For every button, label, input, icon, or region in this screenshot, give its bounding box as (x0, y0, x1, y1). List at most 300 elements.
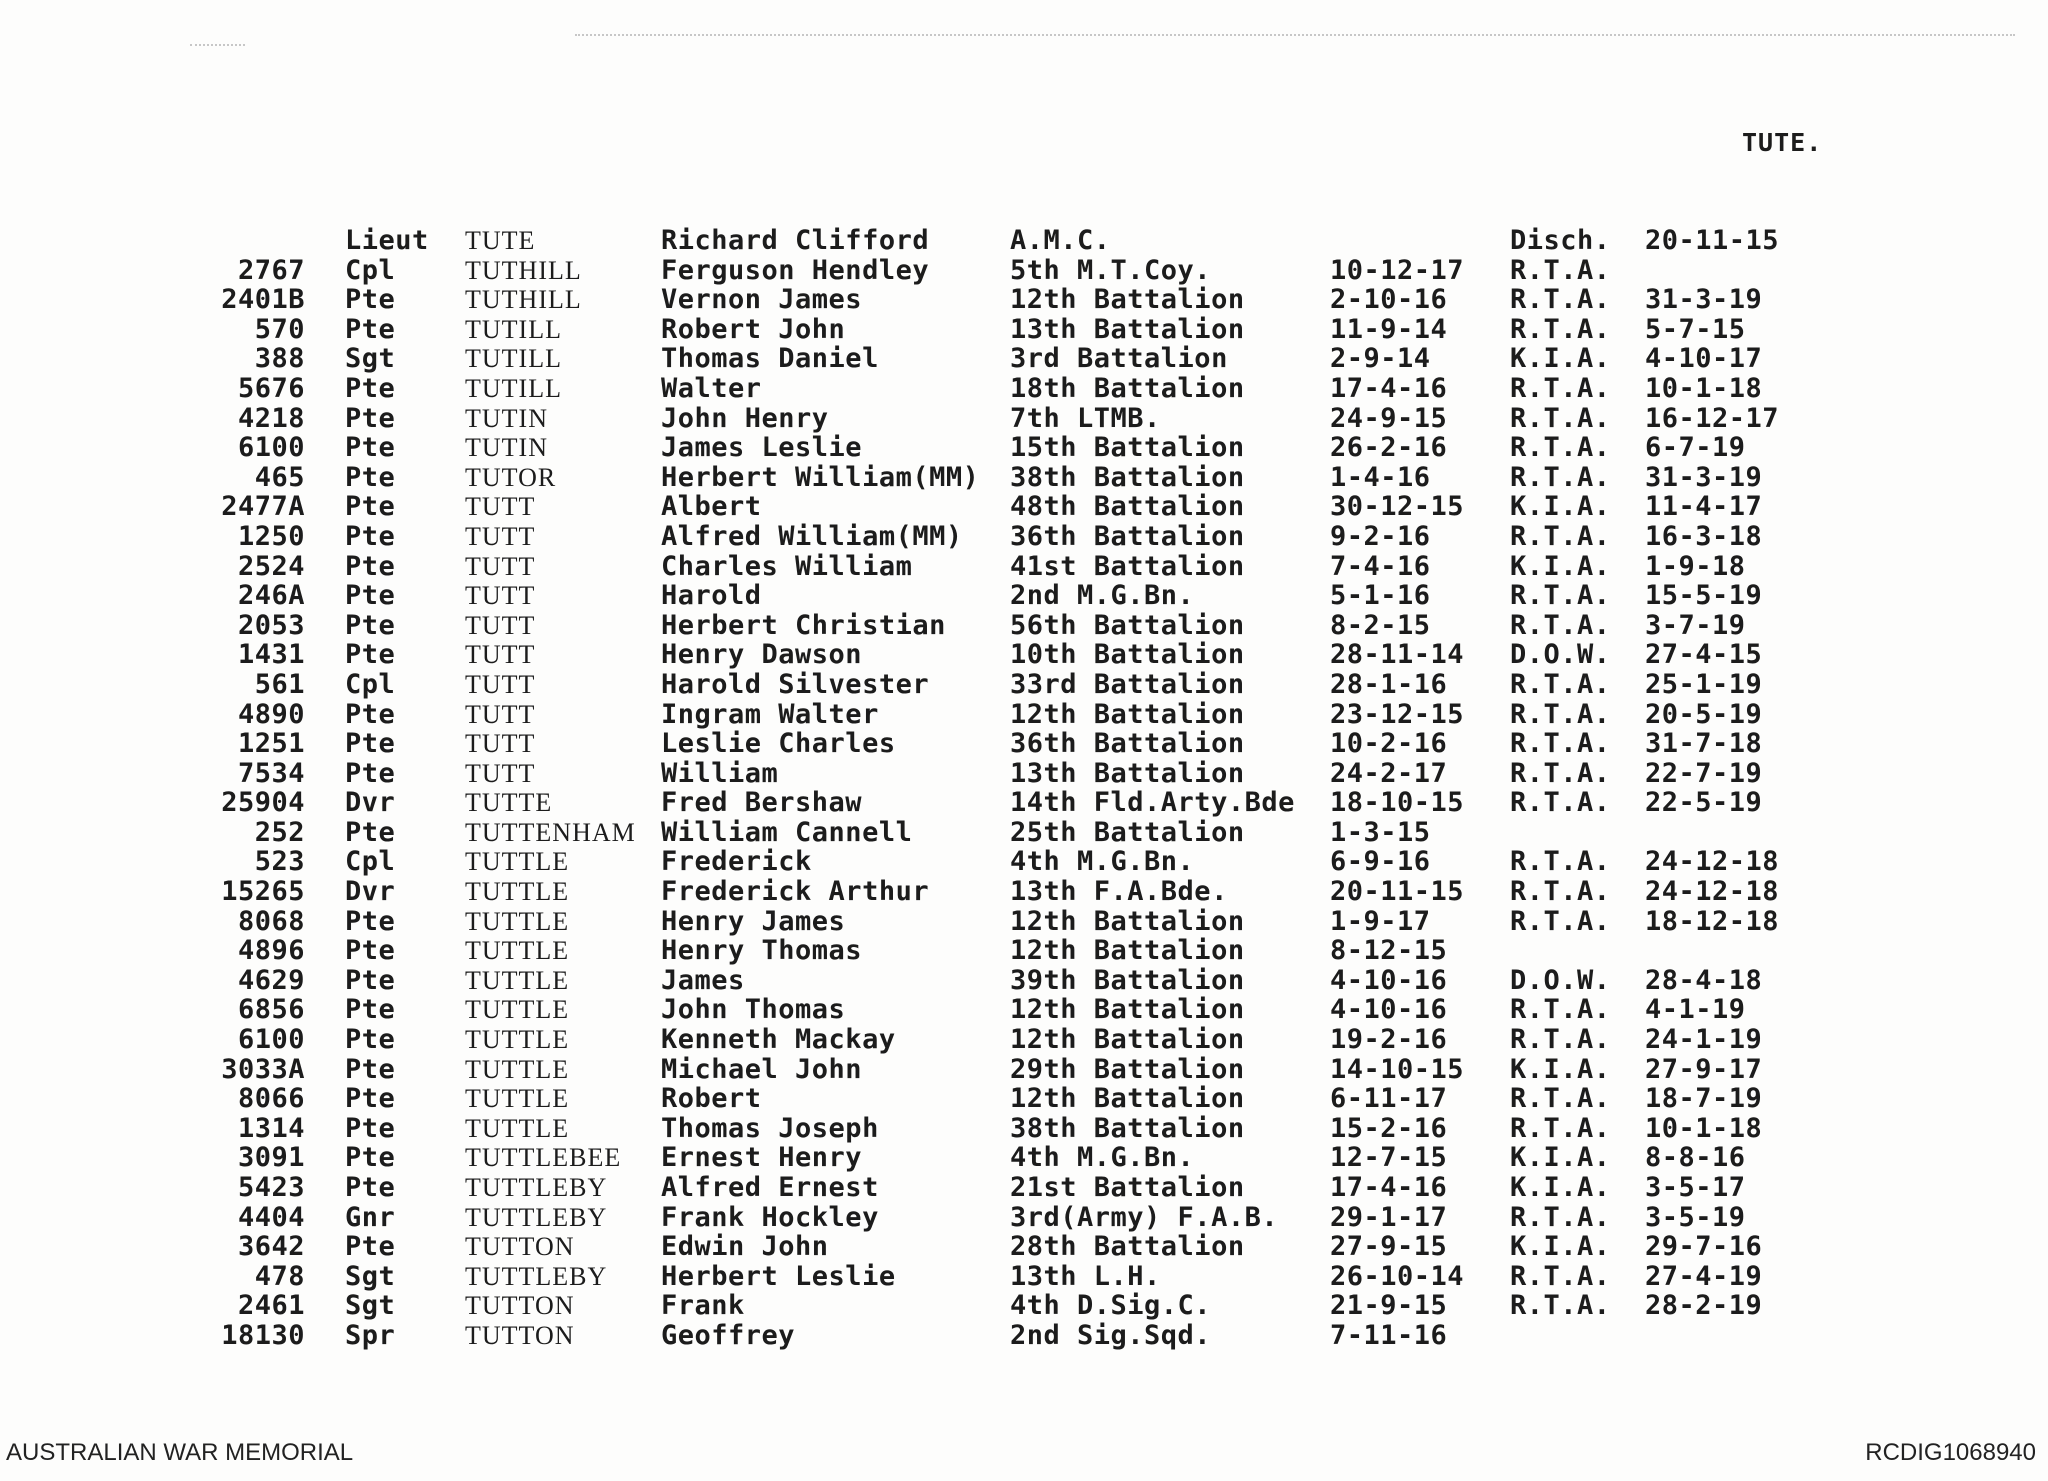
enlistment-date: 2-9-14 (1330, 343, 1431, 375)
fate: R.T.A. (1510, 461, 1611, 493)
surname: TUTTON (465, 1232, 575, 1262)
fate: R.T.A. (1510, 876, 1611, 908)
given-names: John Thomas (661, 994, 846, 1026)
rank: Pte (345, 905, 396, 937)
service-number: 3642 (237, 1231, 305, 1263)
service-number: 4218 (237, 402, 305, 434)
surname: TUTTON (465, 1291, 575, 1321)
given-names: Harold (661, 580, 762, 612)
roll-row (195, 374, 1835, 404)
roll-row (195, 700, 1835, 730)
unit: 2nd Sig.Sqd. (1010, 1319, 1212, 1351)
enlistment-date: 17-4-16 (1330, 372, 1448, 404)
fate: K.I.A. (1510, 550, 1611, 582)
fate-date: 11-4-17 (1645, 491, 1763, 523)
service-number: 3091 (237, 1142, 305, 1174)
service-number: 4404 (237, 1201, 305, 1233)
unit: 7th LTMB. (1010, 402, 1161, 434)
surname: TUTTLE (465, 995, 570, 1025)
unit: 10th Battalion (1010, 639, 1245, 671)
fate: R.T.A. (1510, 757, 1611, 789)
unit: 21st Battalion (1010, 1172, 1245, 1203)
fate-date: 28-2-19 (1645, 1290, 1763, 1322)
fate-date: 8-8-16 (1645, 1142, 1746, 1174)
service-number: 6100 (237, 1024, 305, 1056)
surname: TUTTLE (465, 1025, 570, 1055)
roll-row (195, 966, 1835, 996)
rank: Spr (345, 1319, 396, 1351)
service-number: 1251 (237, 728, 305, 760)
fate-date: 24-12-18 (1645, 846, 1780, 878)
fate-date: 22-7-19 (1645, 757, 1763, 789)
roll-row (195, 492, 1835, 522)
rank: Pte (345, 520, 396, 552)
enlistment-date: 20-11-15 (1330, 876, 1465, 908)
unit: 15th Battalion (1010, 432, 1245, 464)
surname: TUTILL (465, 373, 562, 403)
roll-row (195, 463, 1835, 493)
roll-row (195, 1143, 1835, 1173)
fate: K.I.A. (1510, 491, 1611, 523)
enlistment-date: 2-10-16 (1330, 284, 1448, 316)
enlistment-date: 8-12-15 (1330, 935, 1448, 967)
given-names: Frederick (661, 846, 812, 878)
roll-row (195, 847, 1835, 877)
unit: 38th Battalion (1010, 1112, 1245, 1144)
service-number: 8066 (237, 1083, 305, 1115)
roll-row (195, 226, 1835, 256)
given-names: Frank (661, 1290, 745, 1322)
given-names: Henry Thomas (661, 935, 863, 967)
rank: Pte (345, 698, 396, 730)
unit: 12th Battalion (1010, 905, 1245, 937)
scan-mark-left (190, 44, 245, 46)
fate: D.O.W. (1510, 639, 1611, 671)
unit: 13th Battalion (1010, 757, 1245, 789)
unit: 29th Battalion (1010, 1053, 1245, 1085)
service-number: 5423 (237, 1172, 305, 1203)
enlistment-date: 4-10-16 (1330, 994, 1448, 1026)
enlistment-date: 26-2-16 (1330, 432, 1448, 464)
given-names: Robert John (661, 313, 846, 345)
given-names: Ernest Henry (661, 1142, 863, 1174)
rank: Pte (345, 1053, 396, 1085)
surname: TUTTE (465, 788, 553, 818)
service-number: 5676 (237, 372, 305, 404)
unit: 12th Battalion (1010, 935, 1245, 967)
scan-mark-top (575, 34, 2015, 36)
service-number: 4896 (237, 935, 305, 967)
fate-date: 20-5-19 (1645, 698, 1763, 730)
enlistment-date: 21-9-15 (1330, 1290, 1448, 1322)
rank: Pte (345, 639, 396, 671)
unit: A.M.C. (1010, 225, 1111, 256)
fate-date: 24-12-18 (1645, 876, 1780, 908)
roll-row (195, 1084, 1835, 1114)
rank: Lieut (345, 225, 429, 256)
service-number: 1314 (237, 1112, 305, 1144)
enlistment-date: 28-11-14 (1330, 639, 1465, 671)
given-names: William (661, 757, 779, 789)
rank: Cpl (345, 668, 396, 700)
roll-row (195, 907, 1835, 937)
surname: TUTHILL (465, 255, 582, 285)
surname: TUTT (465, 610, 536, 640)
fate-date: 6-7-19 (1645, 432, 1746, 464)
roll-row (195, 433, 1835, 463)
rank: Dvr (345, 876, 396, 908)
rank: Pte (345, 994, 396, 1026)
service-number: 465 (254, 461, 305, 493)
given-names: Alfred Ernest (661, 1172, 879, 1203)
enlistment-date: 7-11-16 (1330, 1319, 1448, 1351)
service-number: 15265 (221, 876, 305, 908)
surname: TUTILL (465, 314, 562, 344)
fate-date: 3-5-17 (1645, 1172, 1746, 1203)
fate-date: 31-3-19 (1645, 461, 1763, 493)
rank: Pte (345, 580, 396, 612)
surname: TUTT (465, 581, 536, 611)
enlistment-date: 14-10-15 (1330, 1053, 1465, 1085)
fate-date: 20-11-15 (1645, 225, 1780, 256)
service-number: 6100 (237, 432, 305, 464)
surname: TUTTENHAM (465, 817, 636, 847)
surname: TUTHILL (465, 285, 582, 315)
unit: 12th Battalion (1010, 698, 1245, 730)
unit: 38th Battalion (1010, 461, 1245, 493)
fate-date: 16-3-18 (1645, 520, 1763, 552)
fate: K.I.A. (1510, 1142, 1611, 1174)
surname: TUTT (465, 699, 536, 729)
given-names: Ferguson Hendley (661, 254, 930, 286)
fate: R.T.A. (1510, 284, 1611, 316)
enlistment-date: 26-10-14 (1330, 1260, 1465, 1292)
unit: 12th Battalion (1010, 1024, 1245, 1056)
service-number: 18130 (221, 1319, 305, 1351)
fate: R.T.A. (1510, 1112, 1611, 1144)
surname: TUTTLEBY (465, 1173, 608, 1202)
unit: 4th M.G.Bn. (1010, 1142, 1195, 1174)
fate: K.I.A. (1510, 1172, 1611, 1203)
fate-date: 27-9-17 (1645, 1053, 1763, 1085)
roll-row (195, 404, 1835, 434)
enlistment-date: 6-11-17 (1330, 1083, 1448, 1115)
given-names: Michael John (661, 1053, 863, 1085)
roll-row (195, 285, 1835, 315)
enlistment-date: 1-4-16 (1330, 461, 1431, 493)
enlistment-date: 4-10-16 (1330, 964, 1448, 996)
unit: 39th Battalion (1010, 964, 1245, 996)
fate: R.T.A. (1510, 402, 1611, 434)
given-names: Edwin John (661, 1231, 829, 1263)
service-number: 561 (254, 668, 305, 700)
surname: TUTTLE (465, 906, 570, 936)
enlistment-date: 1-9-17 (1330, 905, 1431, 937)
given-names: James Leslie (661, 432, 863, 464)
fate: R.T.A. (1510, 313, 1611, 345)
surname: TUTILL (465, 344, 562, 374)
rank: Pte (345, 432, 396, 464)
rank: Pte (345, 1024, 396, 1056)
roll-row (195, 995, 1835, 1025)
rank: Pte (345, 372, 396, 404)
service-number: 4890 (237, 698, 305, 730)
service-number: 2767 (237, 254, 305, 286)
service-number: 25904 (221, 787, 305, 819)
rank: Pte (345, 935, 396, 967)
enlistment-date: 24-9-15 (1330, 402, 1448, 434)
rank: Sgt (345, 343, 396, 375)
fate: D.O.W. (1510, 964, 1611, 996)
fate-date: 27-4-19 (1645, 1260, 1763, 1292)
fate-date: 4-10-17 (1645, 343, 1763, 375)
given-names: Herbert Leslie (661, 1260, 896, 1292)
given-names: Leslie Charles (661, 728, 896, 760)
enlistment-date: 27-9-15 (1330, 1231, 1448, 1263)
fate: R.T.A. (1510, 1083, 1611, 1115)
roll-row (195, 522, 1835, 552)
unit: 13th L.H. (1010, 1260, 1161, 1292)
fate: R.T.A. (1510, 905, 1611, 937)
fate: R.T.A. (1510, 994, 1611, 1026)
surname: TUTOR (465, 462, 557, 492)
given-names: William Cannell (661, 816, 913, 848)
service-number: 4629 (237, 964, 305, 996)
given-names: Fred Bershaw (661, 787, 863, 819)
roll-row (195, 1055, 1835, 1085)
fate: R.T.A. (1510, 432, 1611, 464)
rank: Pte (345, 1112, 396, 1144)
surname: TUTTLE (465, 1054, 570, 1084)
given-names: Geoffrey (661, 1319, 796, 1351)
unit: 3rd(Army) F.A.B. (1010, 1201, 1279, 1233)
roll-row (195, 1025, 1835, 1055)
service-number: 7534 (237, 757, 305, 789)
roll-row (195, 788, 1835, 818)
unit: 36th Battalion (1010, 520, 1245, 552)
service-number: 1431 (237, 639, 305, 671)
surname: TUTT (465, 669, 536, 699)
unit: 12th Battalion (1010, 284, 1245, 316)
rank: Sgt (345, 1290, 396, 1322)
rank: Pte (345, 964, 396, 996)
surname: TUTIN (465, 403, 548, 433)
unit: 4th M.G.Bn. (1010, 846, 1195, 878)
given-names: Ingram Walter (661, 698, 879, 730)
given-names: Alfred William(MM) (661, 520, 963, 552)
rank: Pte (345, 550, 396, 582)
unit: 33rd Battalion (1010, 668, 1245, 700)
enlistment-date: 1-3-15 (1330, 816, 1431, 848)
given-names: Herbert William(MM) (661, 461, 980, 493)
service-number: 2524 (237, 550, 305, 582)
unit: 12th Battalion (1010, 994, 1245, 1026)
unit: 18th Battalion (1010, 372, 1245, 404)
fate: R.T.A. (1510, 1201, 1611, 1233)
fate: R.T.A. (1510, 520, 1611, 552)
enlistment-date: 17-4-16 (1330, 1172, 1448, 1203)
given-names: Herbert Christian (661, 609, 946, 641)
roll-row (195, 1262, 1835, 1292)
fate-date: 5-7-15 (1645, 313, 1746, 345)
unit: 36th Battalion (1010, 728, 1245, 760)
fate-date: 28-4-18 (1645, 964, 1763, 996)
service-number: 2053 (237, 609, 305, 641)
fate: R.T.A. (1510, 1260, 1611, 1292)
unit: 2nd M.G.Bn. (1010, 580, 1195, 612)
fate-date: 24-1-19 (1645, 1024, 1763, 1056)
fate-date: 18-7-19 (1645, 1083, 1763, 1115)
enlistment-date: 15-2-16 (1330, 1112, 1448, 1144)
given-names: Frederick Arthur (661, 876, 930, 908)
enlistment-date: 30-12-15 (1330, 491, 1465, 523)
fate: K.I.A. (1510, 1231, 1611, 1263)
given-names: Thomas Daniel (661, 343, 879, 375)
service-number: 2401B (221, 284, 305, 316)
surname: TUTT (465, 521, 536, 551)
rank: Cpl (345, 846, 396, 878)
surname: TUTTLE (465, 847, 570, 877)
surname: TUTTLE (465, 965, 570, 995)
surname: TUTTLE (465, 1084, 570, 1114)
roll-row (195, 1321, 1835, 1351)
unit: 41st Battalion (1010, 550, 1245, 582)
fate-date: 22-5-19 (1645, 787, 1763, 819)
fate-date: 16-12-17 (1645, 402, 1780, 434)
unit: 28th Battalion (1010, 1231, 1245, 1263)
fate-date: 27-4-15 (1645, 639, 1763, 671)
roll-row (195, 315, 1835, 345)
fate-date: 1-9-18 (1645, 550, 1746, 582)
given-names: Charles William (661, 550, 913, 582)
fate-date: 31-3-19 (1645, 284, 1763, 316)
fate: Disch. (1510, 225, 1611, 256)
fate: R.T.A. (1510, 372, 1611, 404)
given-names: Robert (661, 1083, 762, 1115)
service-number: 2477A (221, 491, 305, 523)
roll-row (195, 818, 1835, 848)
fate-date: 29-7-16 (1645, 1231, 1763, 1263)
roll-row (195, 670, 1835, 700)
roll-row (195, 1203, 1835, 1233)
fate: R.T.A. (1510, 1024, 1611, 1056)
given-names: Henry James (661, 905, 846, 937)
unit: 12th Battalion (1010, 1083, 1245, 1115)
service-number: 523 (254, 846, 305, 878)
rank: Pte (345, 609, 396, 641)
surname: TUTE (465, 226, 536, 255)
rank: Dvr (345, 787, 396, 819)
surname: TUTIN (465, 433, 548, 463)
given-names: Thomas Joseph (661, 1112, 879, 1144)
enlistment-date: 29-1-17 (1330, 1201, 1448, 1233)
roll-row (195, 1173, 1835, 1203)
unit: 56th Battalion (1010, 609, 1245, 641)
roll-row (195, 936, 1835, 966)
given-names: Albert (661, 491, 762, 523)
surname: TUTTLE (465, 1113, 570, 1143)
given-names: James (661, 964, 745, 996)
given-names: Richard Clifford (661, 225, 930, 256)
enlistment-date: 11-9-14 (1330, 313, 1448, 345)
footer-institution: AUSTRALIAN WAR MEMORIAL (6, 1439, 354, 1466)
fate: R.T.A. (1510, 580, 1611, 612)
page-header: TUTE. (1742, 128, 1823, 157)
service-number: 246A (237, 580, 305, 612)
unit: 48th Battalion (1010, 491, 1245, 523)
roll-row (195, 640, 1835, 670)
unit: 13th Battalion (1010, 313, 1245, 345)
fate: R.T.A. (1510, 1290, 1611, 1322)
rank: Pte (345, 1142, 396, 1174)
fate: R.T.A. (1510, 728, 1611, 760)
given-names: Frank Hockley (661, 1201, 879, 1233)
enlistment-date: 19-2-16 (1330, 1024, 1448, 1056)
rank: Pte (345, 402, 396, 434)
enlistment-date: 6-9-16 (1330, 846, 1431, 878)
roll-row (195, 729, 1835, 759)
enlistment-date: 24-2-17 (1330, 757, 1448, 789)
enlistment-date: 10-2-16 (1330, 728, 1448, 760)
rank: Pte (345, 728, 396, 760)
enlistment-date: 8-2-15 (1330, 609, 1431, 641)
fate: R.T.A. (1510, 254, 1611, 286)
surname: TUTTLEBY (465, 1261, 608, 1291)
fate: K.I.A. (1510, 1053, 1611, 1085)
rank: Pte (345, 461, 396, 493)
enlistment-date: 12-7-15 (1330, 1142, 1448, 1174)
given-names: Kenneth Mackay (661, 1024, 896, 1056)
service-number: 388 (254, 343, 305, 375)
unit: 4th D.Sig.C. (1010, 1290, 1212, 1322)
rank: Cpl (345, 254, 396, 286)
fate-date: 10-1-18 (1645, 1112, 1763, 1144)
unit: 13th F.A.Bde. (1010, 876, 1228, 908)
enlistment-date: 10-12-17 (1330, 254, 1465, 286)
surname: TUTTLE (465, 877, 570, 907)
rank: Pte (345, 1231, 396, 1263)
unit: 25th Battalion (1010, 816, 1245, 848)
roll-row (195, 1114, 1835, 1144)
rank: Pte (345, 757, 396, 789)
enlistment-date: 23-12-15 (1330, 698, 1465, 730)
surname: TUTT (465, 640, 536, 670)
fate: R.T.A. (1510, 846, 1611, 878)
fate-date: 3-5-19 (1645, 1201, 1746, 1233)
roll-row (195, 611, 1835, 641)
fate-date: 3-7-19 (1645, 609, 1746, 641)
rank: Pte (345, 816, 396, 848)
fate: R.T.A. (1510, 787, 1611, 819)
unit: 5th M.T.Coy. (1010, 254, 1212, 286)
footer-reference: RCDIG1068940 (1865, 1439, 2036, 1466)
surname: TUTTLEBY (465, 1202, 608, 1232)
enlistment-date: 7-4-16 (1330, 550, 1431, 582)
fate-date: 10-1-18 (1645, 372, 1763, 404)
fate: K.I.A. (1510, 343, 1611, 375)
given-names: John Henry (661, 402, 829, 434)
fate-date: 15-5-19 (1645, 580, 1763, 612)
service-number: 252 (254, 816, 305, 848)
roll-row (195, 759, 1835, 789)
roll-row (195, 344, 1835, 374)
surname: TUTT (465, 492, 536, 522)
rank: Pte (345, 313, 396, 345)
enlistment-date: 18-10-15 (1330, 787, 1465, 819)
given-names: Henry Dawson (661, 639, 863, 671)
fate-date: 18-12-18 (1645, 905, 1780, 937)
given-names: Vernon James (661, 284, 863, 316)
